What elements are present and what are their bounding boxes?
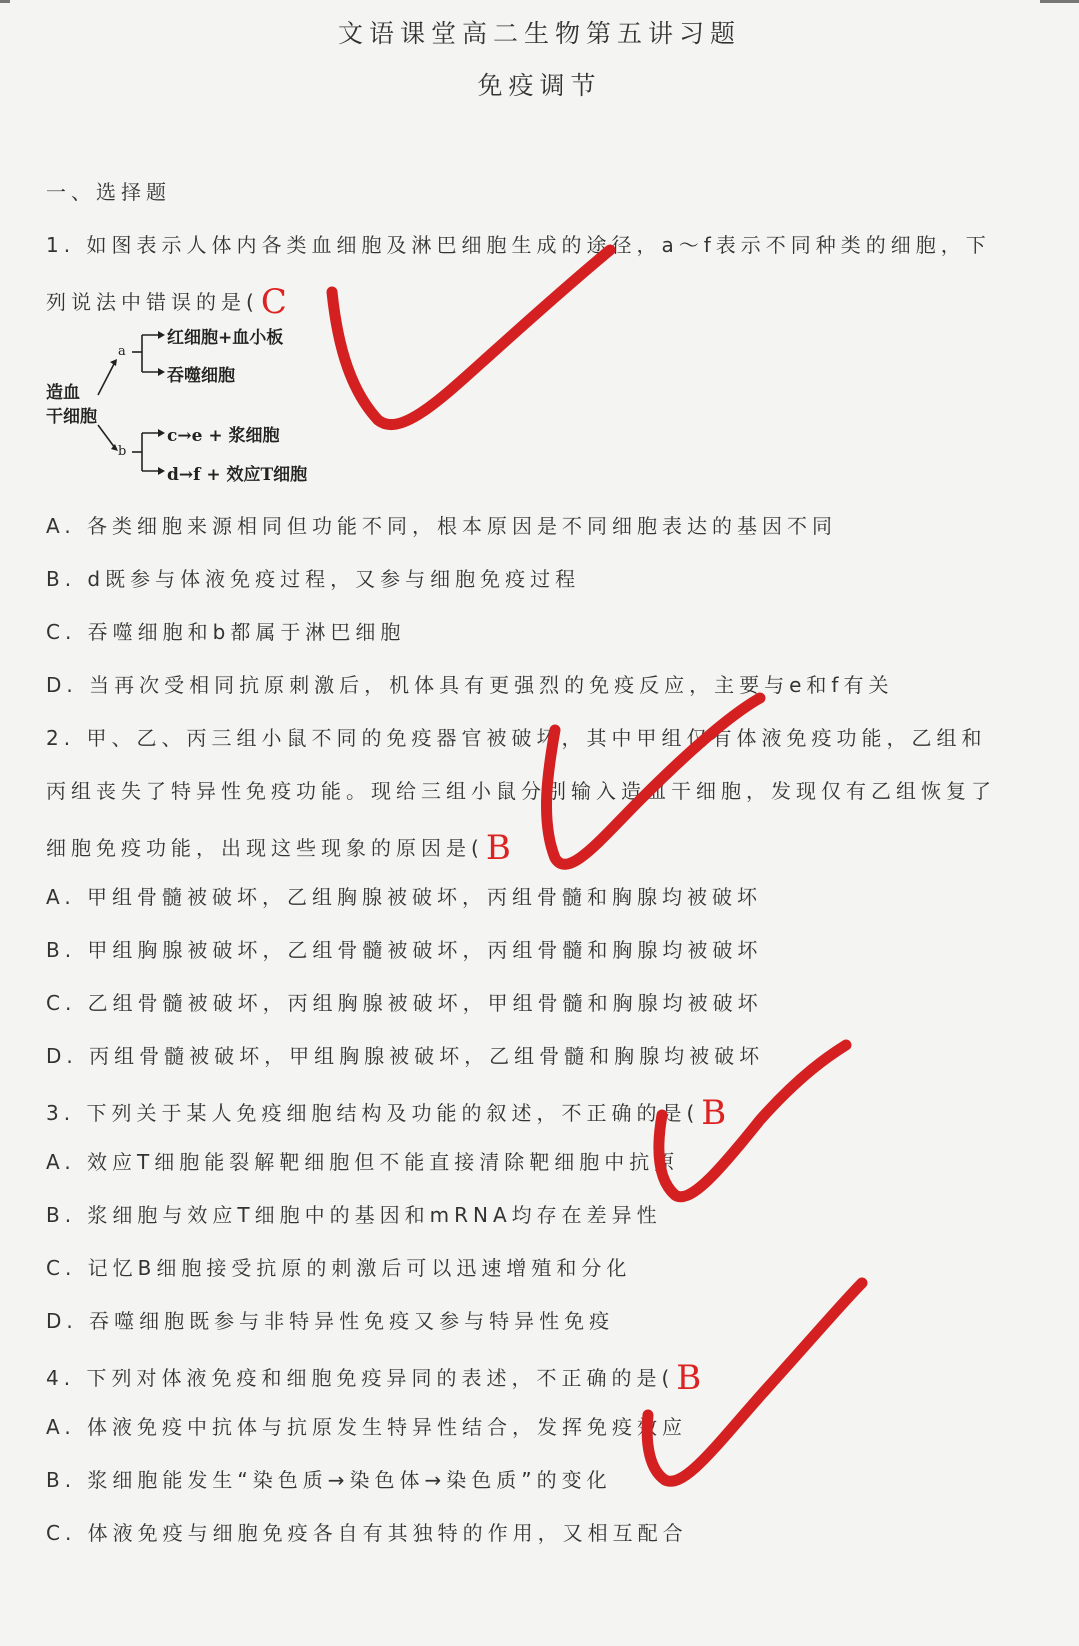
arrowhead — [158, 331, 165, 339]
q2-stem-line-1: 2. 甲、乙、丙三组小鼠不同的免疫器官被破坏，其中甲组仅有体液免疫功能，乙组和 — [46, 726, 987, 750]
q4-option-a: A. 体液免疫中抗体与抗原发生特异性结合，发挥免疫效应 — [46, 1415, 688, 1439]
diagram-label-a: a — [118, 344, 126, 359]
q2-stem-line-3 — [46, 828, 511, 868]
arrowhead — [158, 467, 165, 475]
q2-option-c: C. 乙组骨髓被破坏，丙组胸腺被破坏，甲组骨髓和胸腺均被破坏 — [46, 991, 763, 1015]
arrow-to-a — [98, 362, 115, 395]
diagram-branch-4: d→f + 效应T细胞 — [167, 465, 308, 485]
q3-option-c: C. 记忆B细胞接受抗原的刺激后可以迅速增殖和分化 — [46, 1256, 632, 1280]
page-subtitle: 免疫调节 — [477, 71, 602, 100]
section-heading: 一、选择题 — [46, 180, 171, 204]
q4-answer-mark: B — [676, 1358, 702, 1398]
arrowhead — [158, 429, 165, 437]
arrow-to-b — [98, 425, 115, 448]
q1-stem-text: 列说法中错误的是( — [46, 290, 259, 314]
q2-option-a: A. 甲组骨髓被破坏，乙组胸腺被破坏，丙组骨髓和胸腺均被破坏 — [46, 885, 763, 909]
q1-option-a: A. 各类细胞来源相同但功能不同，根本原因是不同细胞表达的基因不同 — [46, 514, 838, 538]
q1-stem-line-1: 1. 如图表示人体内各类血细胞及淋巴细胞生成的途径，a～f表示不同种类的细胞，下 — [46, 233, 991, 257]
arrowhead — [158, 368, 165, 376]
q3-option-a: A. 效应T细胞能裂解靶细胞但不能直接清除靶细胞中抗原 — [46, 1150, 680, 1174]
q3-stem-line-1 — [46, 1093, 726, 1133]
q3-answer-mark: B — [701, 1093, 727, 1133]
q1-option-c: C. 吞噬细胞和b都属于淋巴细胞 — [46, 620, 406, 644]
q1-answer-mark: C — [260, 282, 287, 322]
q3-stem-text: 3. 下列关于某人免疫细胞结构及功能的叙述，不正确的是( — [46, 1101, 700, 1125]
q2-stem-line-2: 丙组丧失了特异性免疫功能。现给三组小鼠分别输入造血干细胞，发现仅有乙组恢复了 — [46, 779, 996, 803]
diagram-label-b: b — [118, 444, 127, 459]
diagram-origin-2: 干细胞 — [46, 407, 97, 427]
q4-stem-text: 4. 下列对体液免疫和细胞免疫异同的表述，不正确的是( — [46, 1366, 675, 1390]
q4-option-b: B. 浆细胞能发生“染色质→染色体→染色质”的变化 — [46, 1468, 612, 1492]
q3-option-d: D. 吞噬细胞既参与非特异性免疫又参与特异性免疫 — [46, 1309, 615, 1333]
q4-option-c: C. 体液免疫与细胞免疫各自有其独特的作用，又相互配合 — [46, 1521, 688, 1545]
q4-stem-line-1 — [46, 1358, 701, 1398]
q2-option-d: D. 丙组骨髓被破坏，甲组胸腺被破坏，乙组骨髓和胸腺均被破坏 — [46, 1044, 765, 1068]
diagram-branch-2: 吞噬细胞 — [167, 366, 235, 386]
diagram-branch-3: c→e + 浆细胞 — [167, 426, 280, 446]
q1-option-d: D. 当再次受相同抗原刺激后，机体具有更强烈的免疫反应，主要与e和f有关 — [46, 673, 894, 697]
diagram-branch-1: 红细胞+血小板 — [167, 328, 284, 348]
q1-option-b: B. d既参与体液免疫过程，又参与细胞免疫过程 — [46, 567, 581, 591]
page-title: 文语课堂高二生物第五讲习题 — [337, 19, 741, 48]
diagram-origin-1: 造血 — [46, 383, 80, 403]
q3-option-b: B. 浆细胞与效应T细胞中的基因和mRNA均存在差异性 — [46, 1203, 662, 1227]
q2-answer-mark: B — [485, 828, 511, 868]
q2-stem-text: 细胞免疫功能，出现这些现象的原因是( — [46, 836, 484, 860]
q2-option-b: B. 甲组胸腺被破坏，乙组骨髓被破坏，丙组骨髓和胸腺均被破坏 — [46, 938, 763, 962]
